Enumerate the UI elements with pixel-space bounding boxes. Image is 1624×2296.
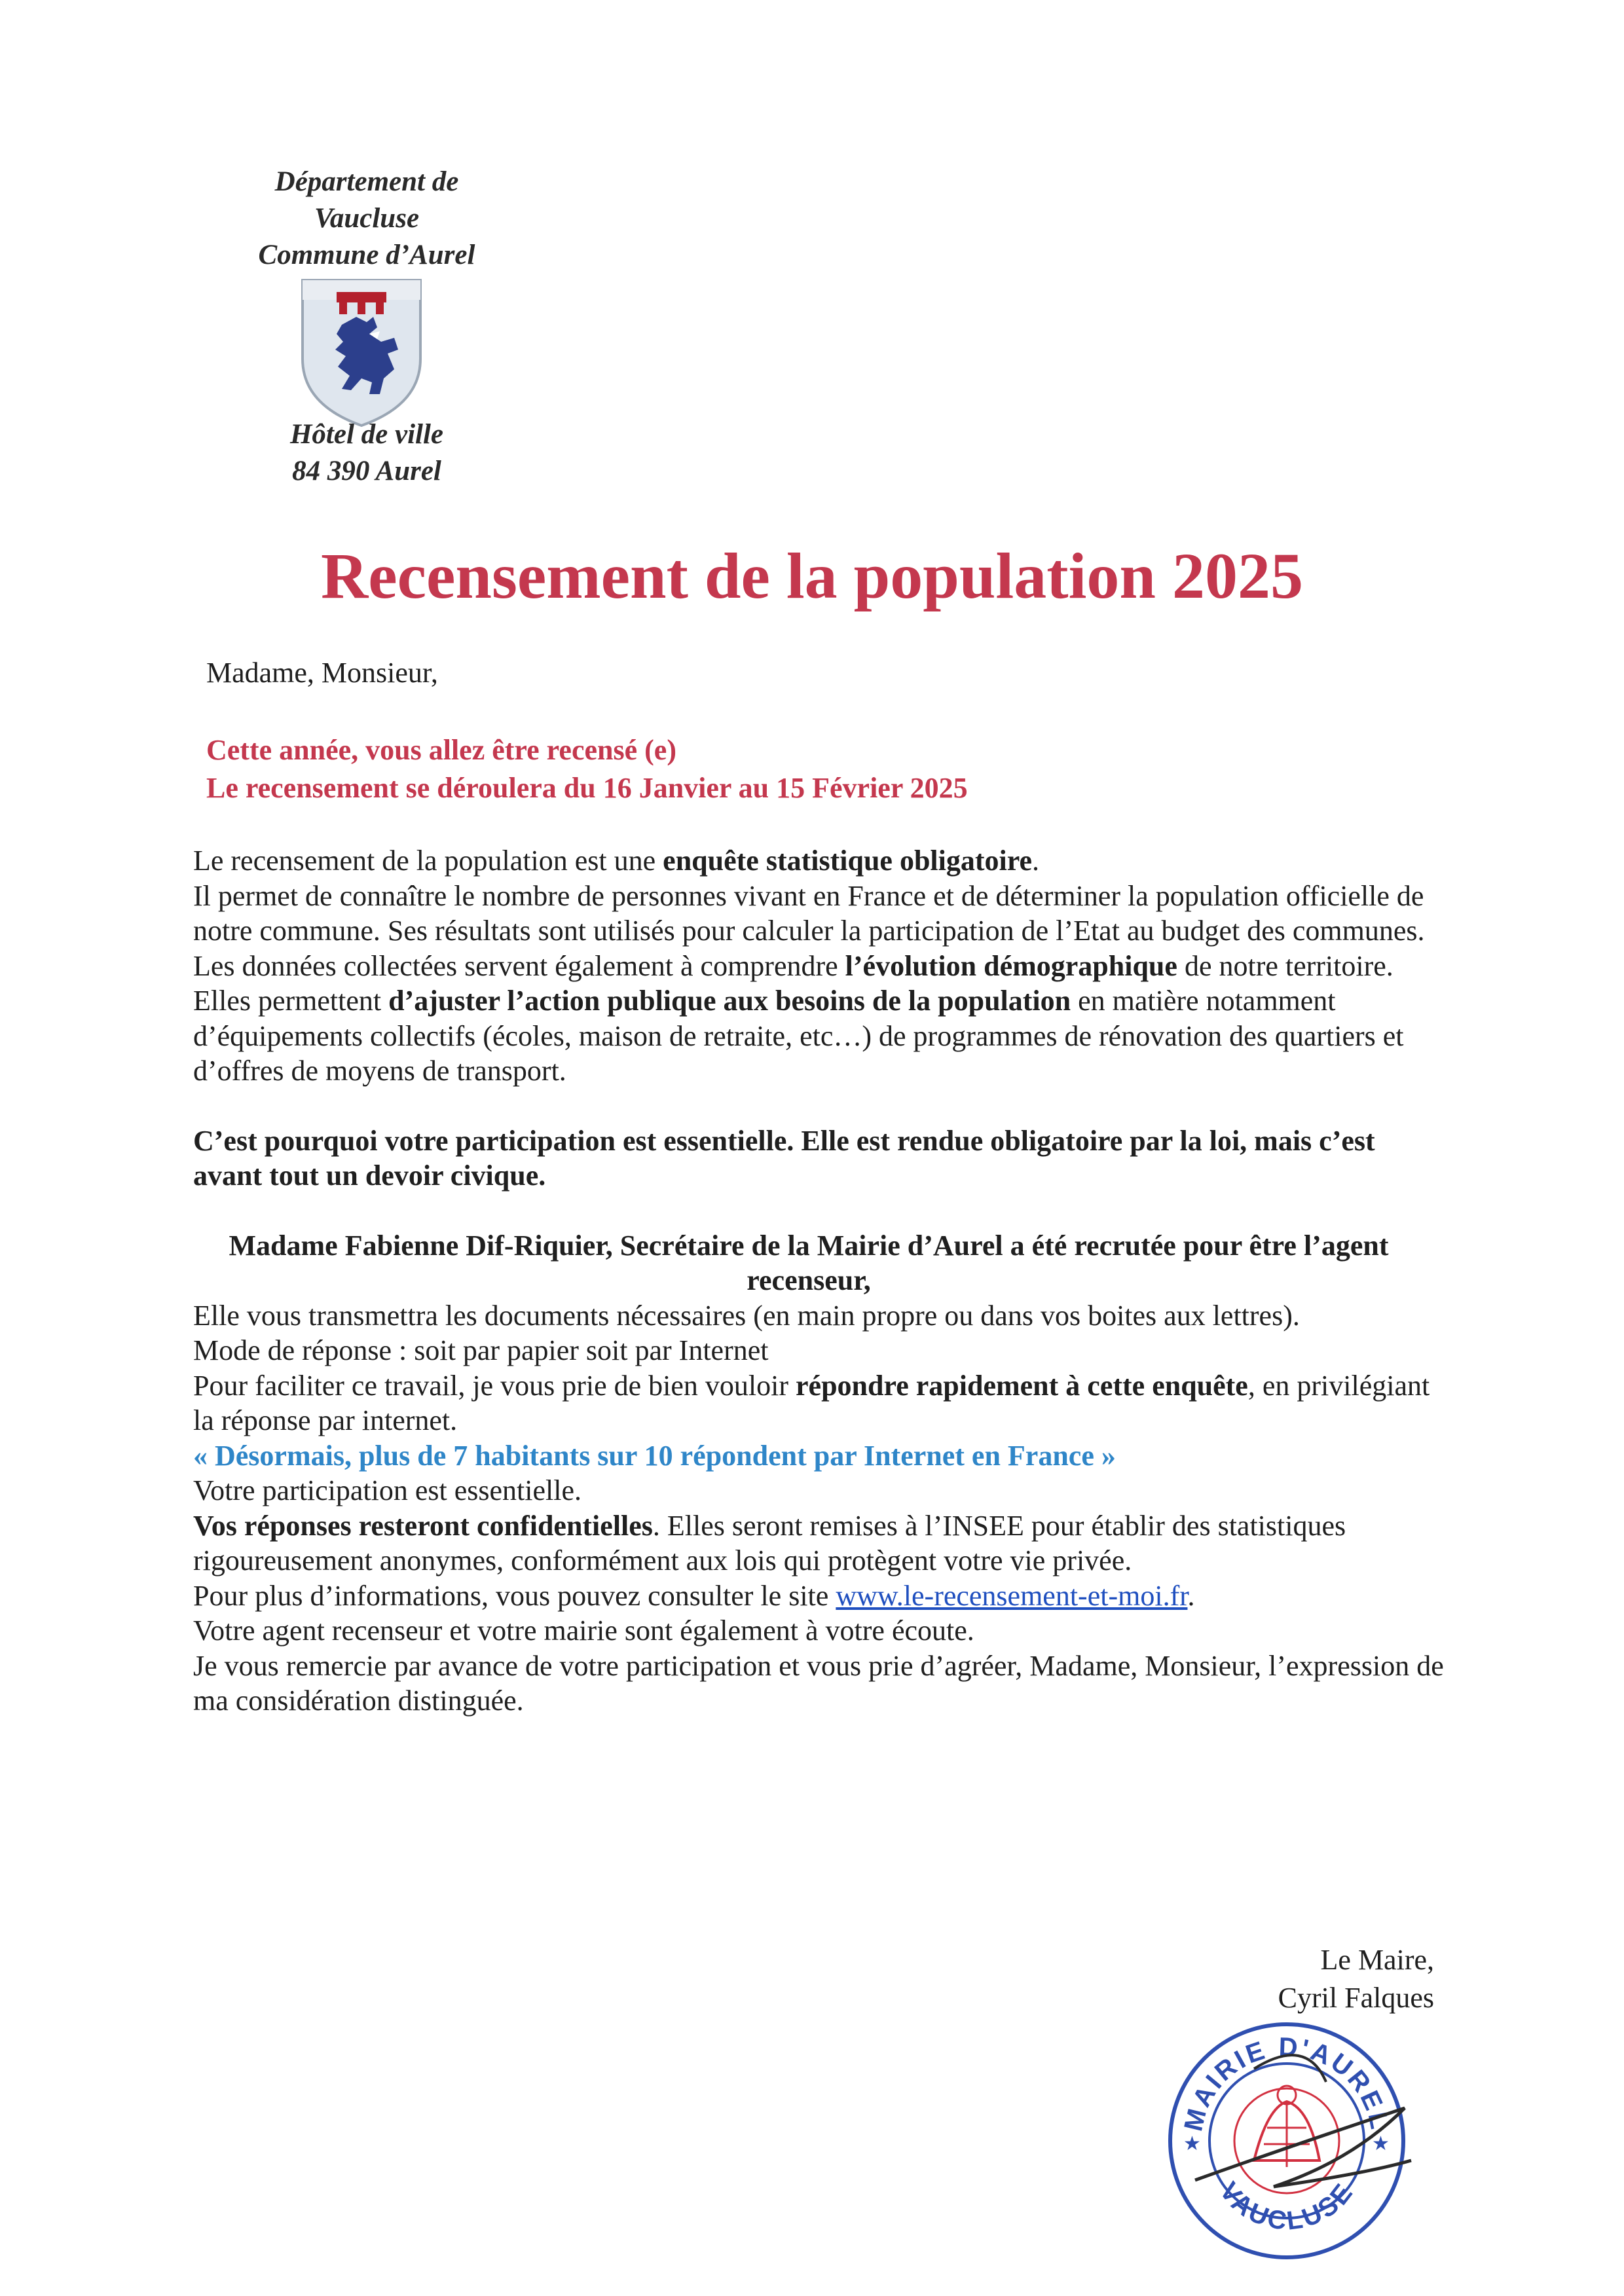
p3-text-c: de notre territoire. Elles permettent [193,949,1393,1017]
p3-text-e: en matière notamment d’équipements collectifs (écoles, maison de retraite, etc…) de programmes de rénovation des quartiers et d’offres de moyens de transport. [193,985,1404,1087]
paragraph-data-use [193,949,1450,1089]
announcement-line1: Cette année, vous allez être recensé (e) [206,734,676,766]
signature-block [982,1941,1434,2017]
paragraph-survey [193,843,1450,879]
signature-name: Cyril Falques [1278,1982,1434,2014]
p-quick-bold: répondre rapidement à cette enquête [796,1369,1248,1402]
p3-bold-action: d’ajuster l’action publique aux besoins de la population [388,985,1071,1017]
p1-bold-obligatoire: enquête statistique obligatoire [663,845,1033,877]
address-line1: Hôtel de ville [289,419,444,450]
paragraph-confidential [193,1508,1450,1578]
svg-text:★: ★ [1372,2132,1390,2155]
paragraph-participation: Votre participation est essentielle. [193,1474,582,1506]
paragraph-civic-duty: C’est pourquoi votre participation est essentielle. Elle est rendue obligatoire par la loi, mais c’est avant tout un devoir civique. [193,1124,1375,1192]
p1-text-c: . [1032,845,1040,877]
p-info-text-c: . [1187,1579,1195,1612]
p1-text-a: Le recensement de la population est une [193,845,663,877]
signature-role: Le Maire, [1320,1944,1434,1976]
coat-of-arms-wolf-icon [296,274,427,431]
p3-bold-evolution: l’évolution démographique [845,949,1177,982]
department-line2: Vaucluse [314,203,420,234]
p-conf-bold: Vos réponses resteront confidentielles [193,1509,653,1542]
p-info-text-a: Pour plus d’informations, vous pouvez consulter le site [193,1579,836,1612]
mairie-stamp-icon [1156,2010,1418,2272]
internet-quote: « Désormais, plus de 7 habitants sur 10 répondent par Internet en France » [193,1439,1116,1472]
paragraph-response-mode: Mode de réponse : soit par papier soit par Internet [193,1334,769,1366]
p-quick-text-a: Pour faciliter ce travail, je vous prie de bien vouloir [193,1369,796,1402]
p-quick-text-c: , en privilégiant la réponse par internet. [193,1369,1430,1436]
commune-name: Commune d’Aurel [258,240,475,270]
paragraph-closing: Je vous remercie par avance de votre participation et vous prie d’agréer, Madame, Monsieur, l’expression de ma considération distinguée. [193,1649,1444,1717]
paragraph-more-info [193,1578,1450,1614]
page-title: Recensement de la population 2025 [321,539,1303,612]
paragraph-documents: Elle vous transmettra les documents nécessaires (en main propre ou dans vos boites aux lettres). [193,1299,1300,1332]
stamp-text-top: MAIRIE D'AUREL [1179,2032,1395,2134]
p-conf-text: . Elles seront remises à l’INSEE pour établir des statistiques rigoureusement anonymes, conformément aux lois qui protègent votre vie privée. [193,1509,1346,1576]
paragraph-purpose: Il permet de connaître le nombre de personnes vivant en France et de déterminer la population officielle de notre commune. Ses résultats sont utilisés pour calculer la participation de l’Etat au budget des communes. [193,879,1425,947]
salutation: Madame, Monsieur, [206,657,438,689]
agent-announcement: Madame Fabienne Dif-Riquier, Secrétaire de la Mairie d’Aurel a été recrutée pour être l’agent recenseur, [229,1229,1389,1296]
paragraph-listening: Votre agent recenseur et votre mairie sont également à votre écoute. [193,1614,974,1647]
announcement-line2: Le recensement se déroulera du 16 Janvier au 15 Février 2025 [206,772,968,804]
p3-text-a: Les données collectées servent également à comprendre [193,949,845,982]
website-link[interactable]: www.le-recensement-et-moi.fr [836,1579,1188,1612]
svg-text:★: ★ [1183,2132,1201,2155]
paragraph-respond-quickly [193,1368,1450,1438]
department-line1: Département de [274,166,459,197]
address-line2: 84 390 Aurel [292,456,441,486]
stamp-text-bottom: VAUCLUSE [1213,2177,1360,2236]
letter-body [193,843,1450,1719]
